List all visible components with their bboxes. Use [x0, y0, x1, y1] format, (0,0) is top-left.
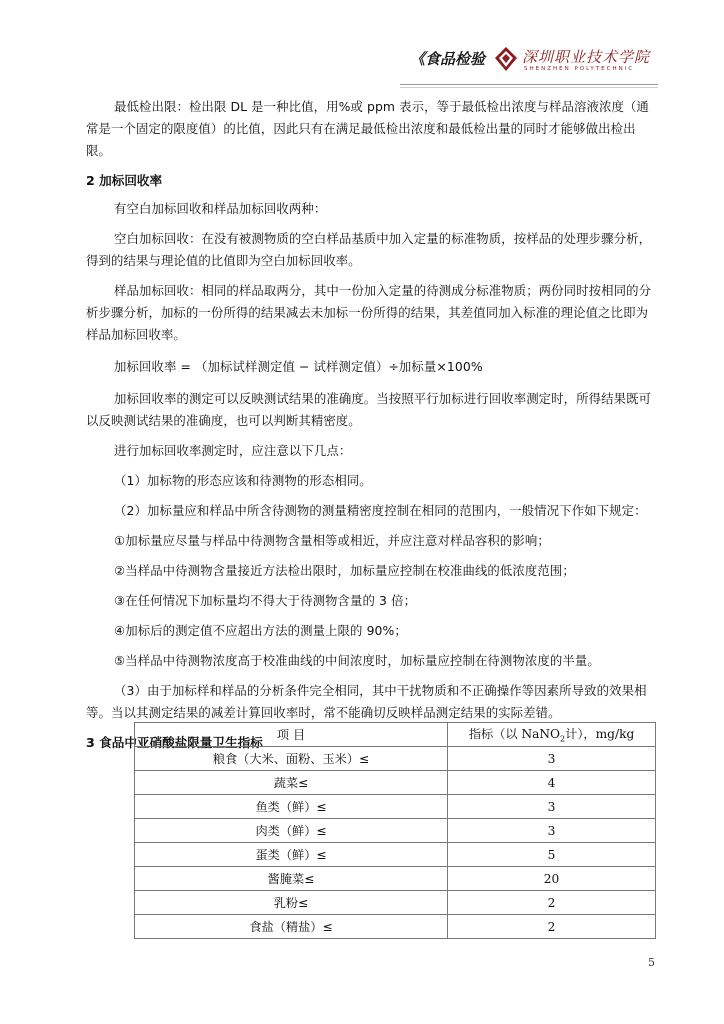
note-item-3: （3）由于加标样和样品的分析条件完全相同，其中干扰物质和不正确操作等因素所导致的效果相等。当以其测定结果的减差计算回收率时，常不能确切反映样品测定结果的实际差错。 — [86, 683, 647, 720]
header-divider-secondary — [400, 87, 658, 88]
table-cell-item: 食盐（精盐）≤ — [135, 915, 448, 939]
table-header-row — [135, 723, 656, 747]
school-name-english: SHENZHEN POLYTECHNIC — [524, 66, 635, 72]
table-row — [135, 843, 656, 867]
table-cell-value: 20 — [448, 867, 656, 891]
column-header-value — [448, 723, 656, 747]
table-cell-item: 乳粉≤ — [135, 891, 448, 915]
table-cell-value: 3 — [448, 747, 656, 771]
column-header-item: 项 目 — [135, 723, 448, 747]
table-row — [135, 747, 656, 771]
rule-item-2: ②当样品中待测物含量接近方法检出限时，加标量应控制在校准曲线的低浓度范围； — [114, 563, 575, 578]
table-row — [135, 771, 656, 795]
section-heading-nitrite: 3 食品中亚硝酸盐限量卫生指标 — [86, 735, 263, 750]
table-row — [135, 819, 656, 843]
table-row — [135, 867, 656, 891]
table-cell-value: 2 — [448, 891, 656, 915]
table-cell-item: 肉类（鲜）≤ — [135, 819, 448, 843]
page-number: 5 — [648, 956, 655, 969]
table-cell-item: 粮食（大米、面粉、玉米）≤ — [135, 747, 448, 771]
table-cell-value: 3 — [448, 795, 656, 819]
column-header-value-suffix: 计），mg/kg — [565, 727, 635, 742]
page-header — [400, 40, 658, 80]
paragraph-recovery-types: 有空白加标回收和样品加标回收两种： — [114, 201, 327, 216]
rule-item-5: ⑤当样品中待测物浓度高于校准曲线的中间浓度时，加标量应控制在待测物浓度的半量。 — [114, 653, 600, 668]
paragraph-blank-recovery: 空白加标回收：在没有被测物质的空白样品基质中加入定量的标准物质，按样品的处理步骤分析，得到的结果与理论值的比值即为空白加标回收率。 — [86, 231, 652, 268]
book-title: 《食品检验 — [410, 50, 486, 68]
table-cell-item: 鱼类（鲜）≤ — [135, 795, 448, 819]
header-divider — [400, 84, 658, 85]
rule-item-3: ③在任何情况下加标量均不得大于待测物含量的 3 倍； — [114, 593, 417, 608]
table-row — [135, 891, 656, 915]
note-item-1: （1）加标物的形态应该和待测物的形态相同。 — [114, 473, 372, 488]
paragraph-accuracy: 加标回收率的测定可以反映测试结果的准确度。当按照平行加标进行回收率测定时，所得结果既可以反映测试结果的准确度，也可以判断其精密度。 — [86, 391, 652, 428]
table-cell-value: 4 — [448, 771, 656, 795]
rule-item-4: ④加标后的测定值不应超出方法的测量上限的 90%； — [114, 623, 407, 638]
nitrite-limits-table — [134, 722, 656, 939]
column-header-value-prefix: 指标（以 NaNO — [468, 727, 561, 742]
paragraph-notes-intro: 进行加标回收率测定时，应注意以下几点： — [114, 443, 352, 458]
school-logo-icon — [494, 46, 518, 72]
rule-item-1: ①加标量应尽量与样品中待测物含量相等或相近，并应注意对样品容积的影响； — [114, 533, 550, 548]
document-body — [86, 96, 658, 754]
paragraph-detection-limit: 最低检出限：检出限 DL 是一种比值，用%或 ppm 表示，等于最低检出浓度与样品溶液浓度（通常是一个固定的限度值）的比值，因此只有在满足最低检出浓度和最低检出量的同时才能够做出检出限。 — [86, 99, 649, 158]
recovery-formula: 加标回收率 = （加标试样测定值 − 试样测定值）÷加标量×100% — [114, 359, 483, 374]
column-header-value-subscript: 2 — [560, 734, 566, 744]
school-name: 深圳职业技术学院 — [522, 48, 651, 66]
table-cell-value: 5 — [448, 843, 656, 867]
table-row — [135, 915, 656, 939]
table-cell-item: 酱腌菜≤ — [135, 867, 448, 891]
note-item-2: （2）加标量应和样品中所含待测物的测量精密度控制在相同的范围内，一般情况下作如下规定： — [114, 503, 647, 518]
paragraph-sample-recovery: 样品加标回收：相同的样品取两分，其中一份加入定量的待测成分标准物质；两份同时按相同的分析步骤分析，加标的一份所得的结果减去未加标一份所得的结果，其差值同加入标准的理论值之比即为样品加标回收率。 — [86, 283, 652, 342]
table-cell-value: 2 — [448, 915, 656, 939]
table-cell-value: 3 — [448, 819, 656, 843]
table-cell-item: 蔬菜≤ — [135, 771, 448, 795]
table-cell-item: 蛋类（鲜）≤ — [135, 843, 448, 867]
table-row — [135, 795, 656, 819]
section-heading-recovery: 2 加标回收率 — [86, 173, 163, 188]
